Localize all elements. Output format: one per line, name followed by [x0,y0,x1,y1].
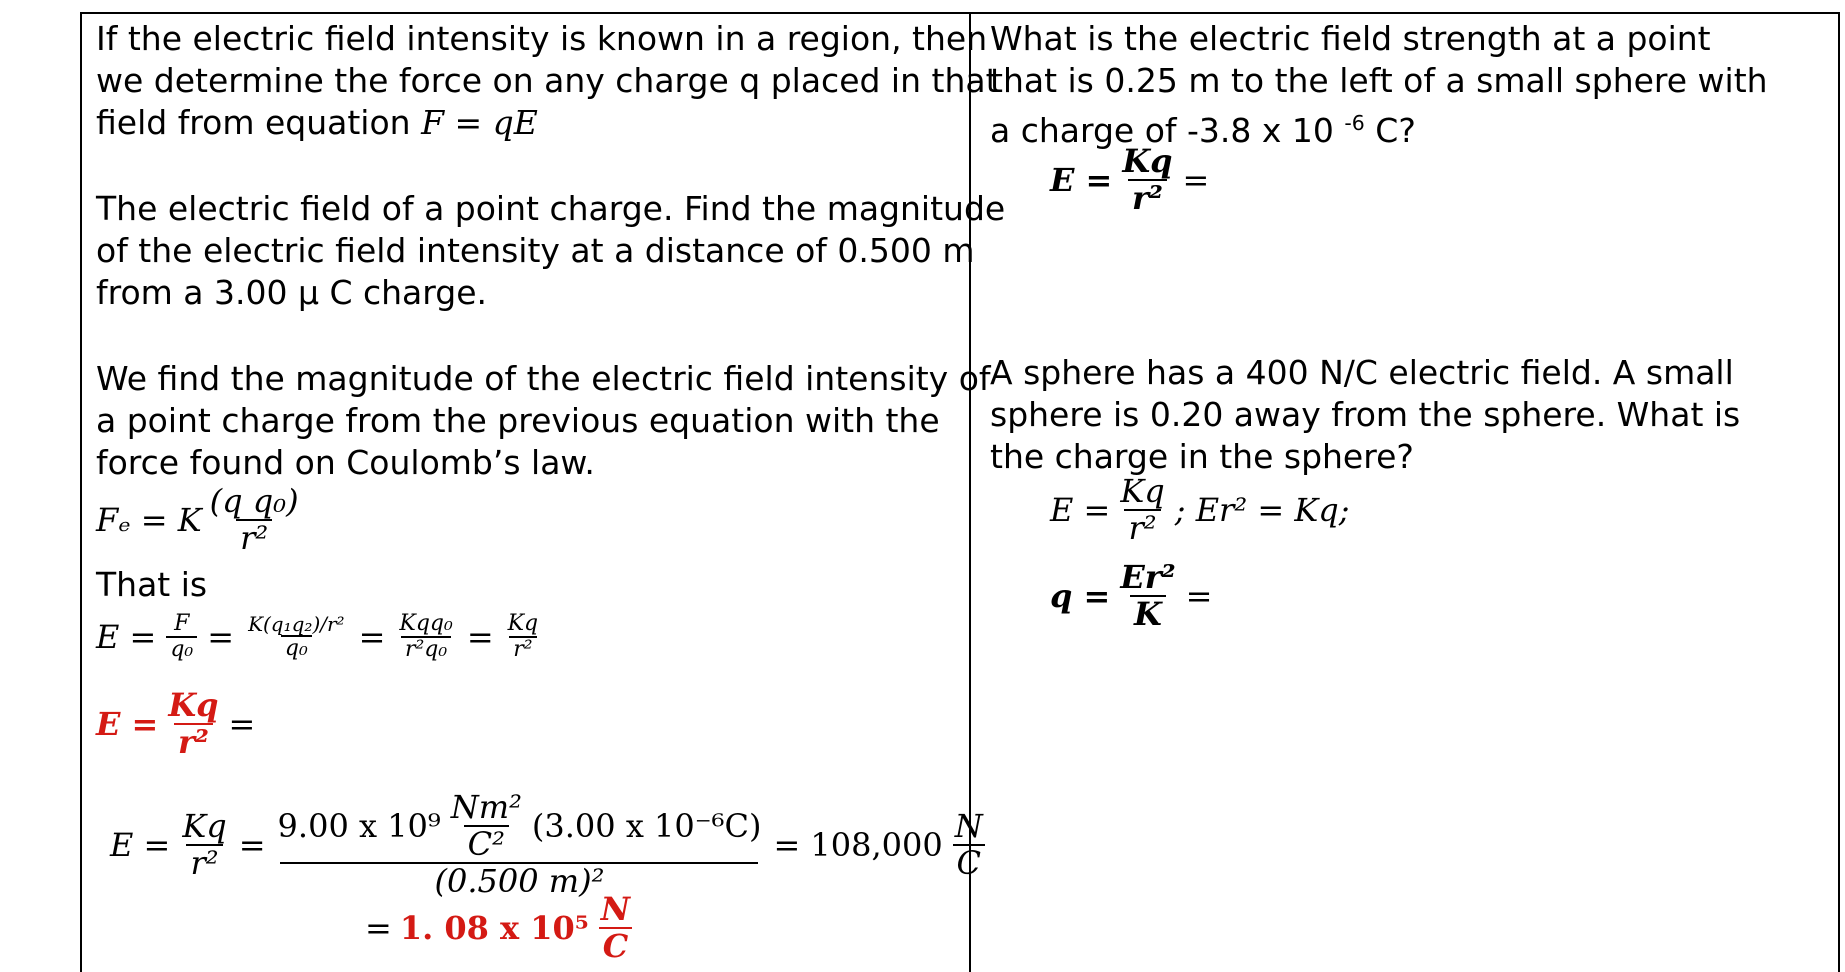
q2-eq1-tail: ; Er² = Kq; [1174,491,1350,530]
force-equation: F = qE [421,103,538,142]
coulomb-denominator: r² [236,519,272,556]
q2-eq1-num: Kq [1120,472,1165,510]
question-1-exponent: -6 [1344,111,1365,135]
derivation-f3-num: Kqq₀ [399,611,453,636]
final-unit-den: C [599,927,632,964]
derivation-lhs: E = [96,618,157,657]
q2-eq2-fraction [1116,560,1179,632]
q1-eq-fraction [1118,144,1176,216]
final-unit-num: N [600,890,631,928]
calculation-equation [110,790,987,900]
derivation-fraction-3 [395,612,456,662]
calc-f1-num: Kq [182,806,227,845]
highlight-den: r² [174,723,213,760]
calc-num-b: (3.00 x 10⁻⁶C) [531,806,762,845]
question-2-equation-1 [1050,474,1350,546]
calc-main-numerator [274,790,766,862]
paragraph-1-line-2: we determine the force on any charge q placed in that [96,61,999,100]
q1-eq-lhs: E = [1050,161,1113,200]
coulomb-numerator: (q q₀) [209,482,299,520]
paragraph-3-line-2: a point charge from the previous equation with the [96,401,940,440]
derivation-f4-num: Kq [507,611,539,636]
question-2-line-1: A sphere has a 400 N/C electric field. A small [990,353,1734,392]
highlight-tail: = [228,705,256,744]
derivation-fraction-2 [244,613,349,661]
field-formula-highlight [96,688,255,760]
paragraph-3-line-1: We find the magnitude of the electric field intensity of [96,359,991,398]
equals-sign: = [358,618,386,657]
calc-unit-fraction [447,790,526,862]
final-answer [365,892,634,964]
calc-f1-den: r² [186,844,222,881]
question-1-line-2: that is 0.25 m to the left of a small sphere with [990,61,1768,100]
derivation-fraction-1 [166,612,197,662]
final-equals: = [365,909,392,948]
question-1-line-1: What is the electric field strength at a point [990,19,1711,58]
derivation-f3-den: r²q₀ [401,636,451,662]
q2-eq2-tail: = [1185,577,1213,616]
paragraph-3-line-3: force found on Coulomb’s law. [96,443,595,482]
q2-eq1-den: r² [1124,509,1160,546]
coulomb-fraction [206,484,303,556]
derivation-f1-num: F [174,611,190,636]
q1-eq-tail: = [1182,161,1210,200]
question-2-line-2: sphere is 0.20 away from the sphere. What is [990,395,1741,434]
coulomb-lhs: Fₑ = K [96,501,202,540]
paragraph-2-line-1: The electric field of a point charge. Find the magnitude [96,189,1006,228]
calc-result-unit-den: C [953,844,985,881]
calc-result: = 108,000 [773,825,943,864]
derivation-f2-num: K(q₁q₂)/r² [248,612,345,637]
q2-eq1-fraction [1116,474,1168,546]
derivation-f4-den: r² [509,636,536,662]
calc-result-unit [951,806,987,882]
calc-main-fraction [274,790,766,900]
derivation-f1-den: q₀ [166,636,197,662]
highlight-fraction [164,688,222,760]
derivation-f2-den: q₀ [281,635,312,661]
paragraph-2-line-2: of the electric field intensity at a distance of 0.500 m [96,231,975,270]
derivation-equation [96,612,542,662]
calc-fraction-1 [178,806,230,882]
calc-main-denominator: (0.500 m)² [280,862,758,899]
equals-sign: = [466,618,494,657]
q2-eq2-lhs: q = [1050,577,1111,616]
highlight-lhs: E = [96,705,159,744]
q2-eq1-lhs: E = [1050,491,1111,530]
derivation-fraction-4 [504,612,543,662]
calc-result-unit-num: N [954,806,983,845]
paragraph-2-line-3: from a 3.00 μ C charge. [96,273,487,312]
question-2-line-3: the charge in the sphere? [990,437,1414,476]
paragraph-1-line-1: If the electric field intensity is known in a region, then [96,19,988,58]
question-1-equation [1050,144,1209,216]
highlight-num: Kq [168,686,219,724]
paragraph-1-line-3 [96,102,538,144]
calc-unit-num: Nm² [450,788,522,826]
q1-eq-den: r² [1128,179,1167,216]
q2-eq2-den: K [1130,595,1166,632]
equals-sign: = [238,825,266,864]
calc-unit-den: C² [464,825,509,862]
final-unit [597,892,634,964]
calc-num-a: 9.00 x 10⁹ [277,806,441,845]
question-2-equation-2 [1050,560,1212,632]
calc-lhs: E = [110,825,171,864]
final-value: 1. 08 x 10⁵ [399,909,589,948]
paragraph-1-text: field from equation [96,103,422,142]
that-is-label: That is [96,565,208,604]
q2-eq2-num: Er² [1120,558,1176,596]
question-1-tail: C? [1364,111,1416,150]
coulomb-equation [96,484,303,556]
question-1-text: a charge of -3.8 x 10 [990,111,1334,150]
equals-sign: = [207,618,235,657]
q1-eq-num: Kq [1122,142,1173,180]
